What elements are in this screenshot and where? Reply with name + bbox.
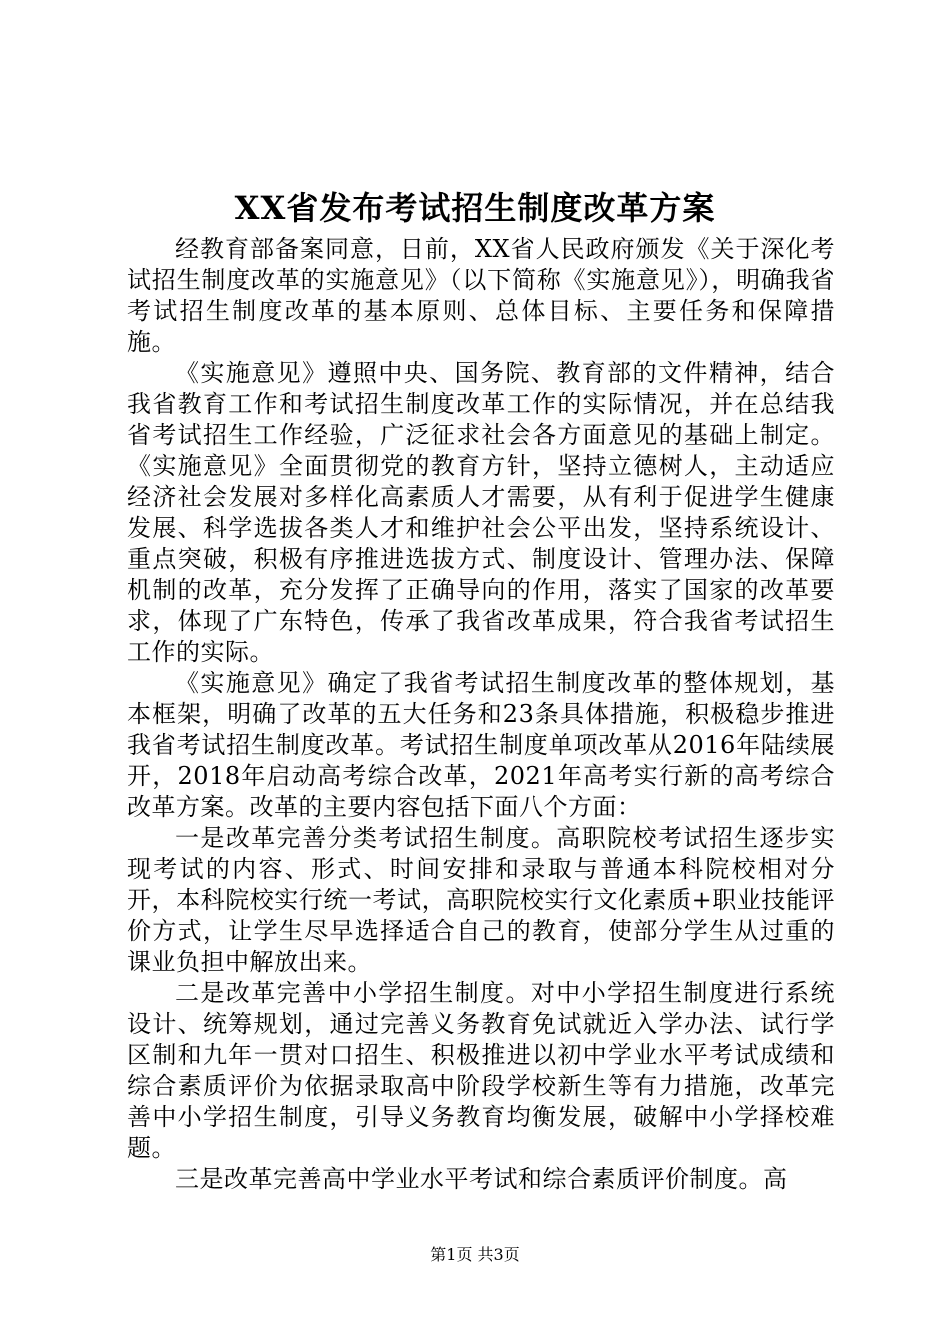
document-body: [127, 234, 835, 1195]
document-title: XX省发布考试招生制度改革方案: [234, 189, 716, 227]
paragraph-4: 一是改革完善分类考试招生制度。高职院校考试招生逐步实现考试的内容、形式、时间安排和录取与普通本科院校相对分开，本科院校实行统一考试，高职院校实行文化素质+职业技能评价方式，让学生尽早选择适合自己的教育，使部分学生从过重的课业负担中解放出来。: [127, 824, 835, 976]
paragraph-6: 三是改革完善高中学业水平考试和综合素质评价制度。高: [175, 1165, 788, 1193]
paragraph-1: 经教育部备案同意，日前，XX省人民政府颁发《关于深化考试招生制度改革的实施意见》（以下简称《实施意见》），明确我省考试招生制度改革的基本原则、总体目标、主要任务和保障措施。: [127, 235, 835, 356]
paragraph-5: 二是改革完善中小学招生制度。对中小学招生制度进行系统设计、统筹规划，通过完善义务教育免试就近入学办法、试行学区制和九年一贯对口招生、积极推进以初中学业水平考试成绩和综合素质评价为依据录取高中阶段学校新生等有力措施，改革完善中小学招生制度，引导义务教育均衡发展，破解中小学择校难题。: [127, 979, 835, 1162]
paragraph-3: 《实施意见》确定了我省考试招生制度改革的整体规划，基本框架，明确了改革的五大任务和23条具体措施，积极稳步推进我省考试招生制度改革。考试招生制度单项改革从2016年陆续展开，2018年启动高考综合改革，2021年高考实行新的高考综合改革方案。改革的主要内容包括下面八个方面：: [127, 669, 835, 821]
paragraph-2: 《实施意见》遵照中央、国务院、教育部的文件精神，结合我省教育工作和考试招生制度改革工作的实际情况，并在总结我省考试招生工作经验，广泛征求社会各方面意见的基础上制定。《实施意见》全面贯彻党的教育方针，坚持立德树人，主动适应经济社会发展对多样化高素质人才需要，从有利于促进学生健康发展、科学选拔各类人才和维护社会公平出发，坚持系统设计、重点突破，积极有序推进选拔方式、制度设计、管理办法、保障机制的改革，充分发挥了正确导向的作用，落实了国家的改革要求，体现了广东特色，传承了我省改革成果，符合我省考试招生工作的实际。: [127, 359, 835, 666]
page-number-footer: 第1页 共3页: [430, 1245, 520, 1264]
